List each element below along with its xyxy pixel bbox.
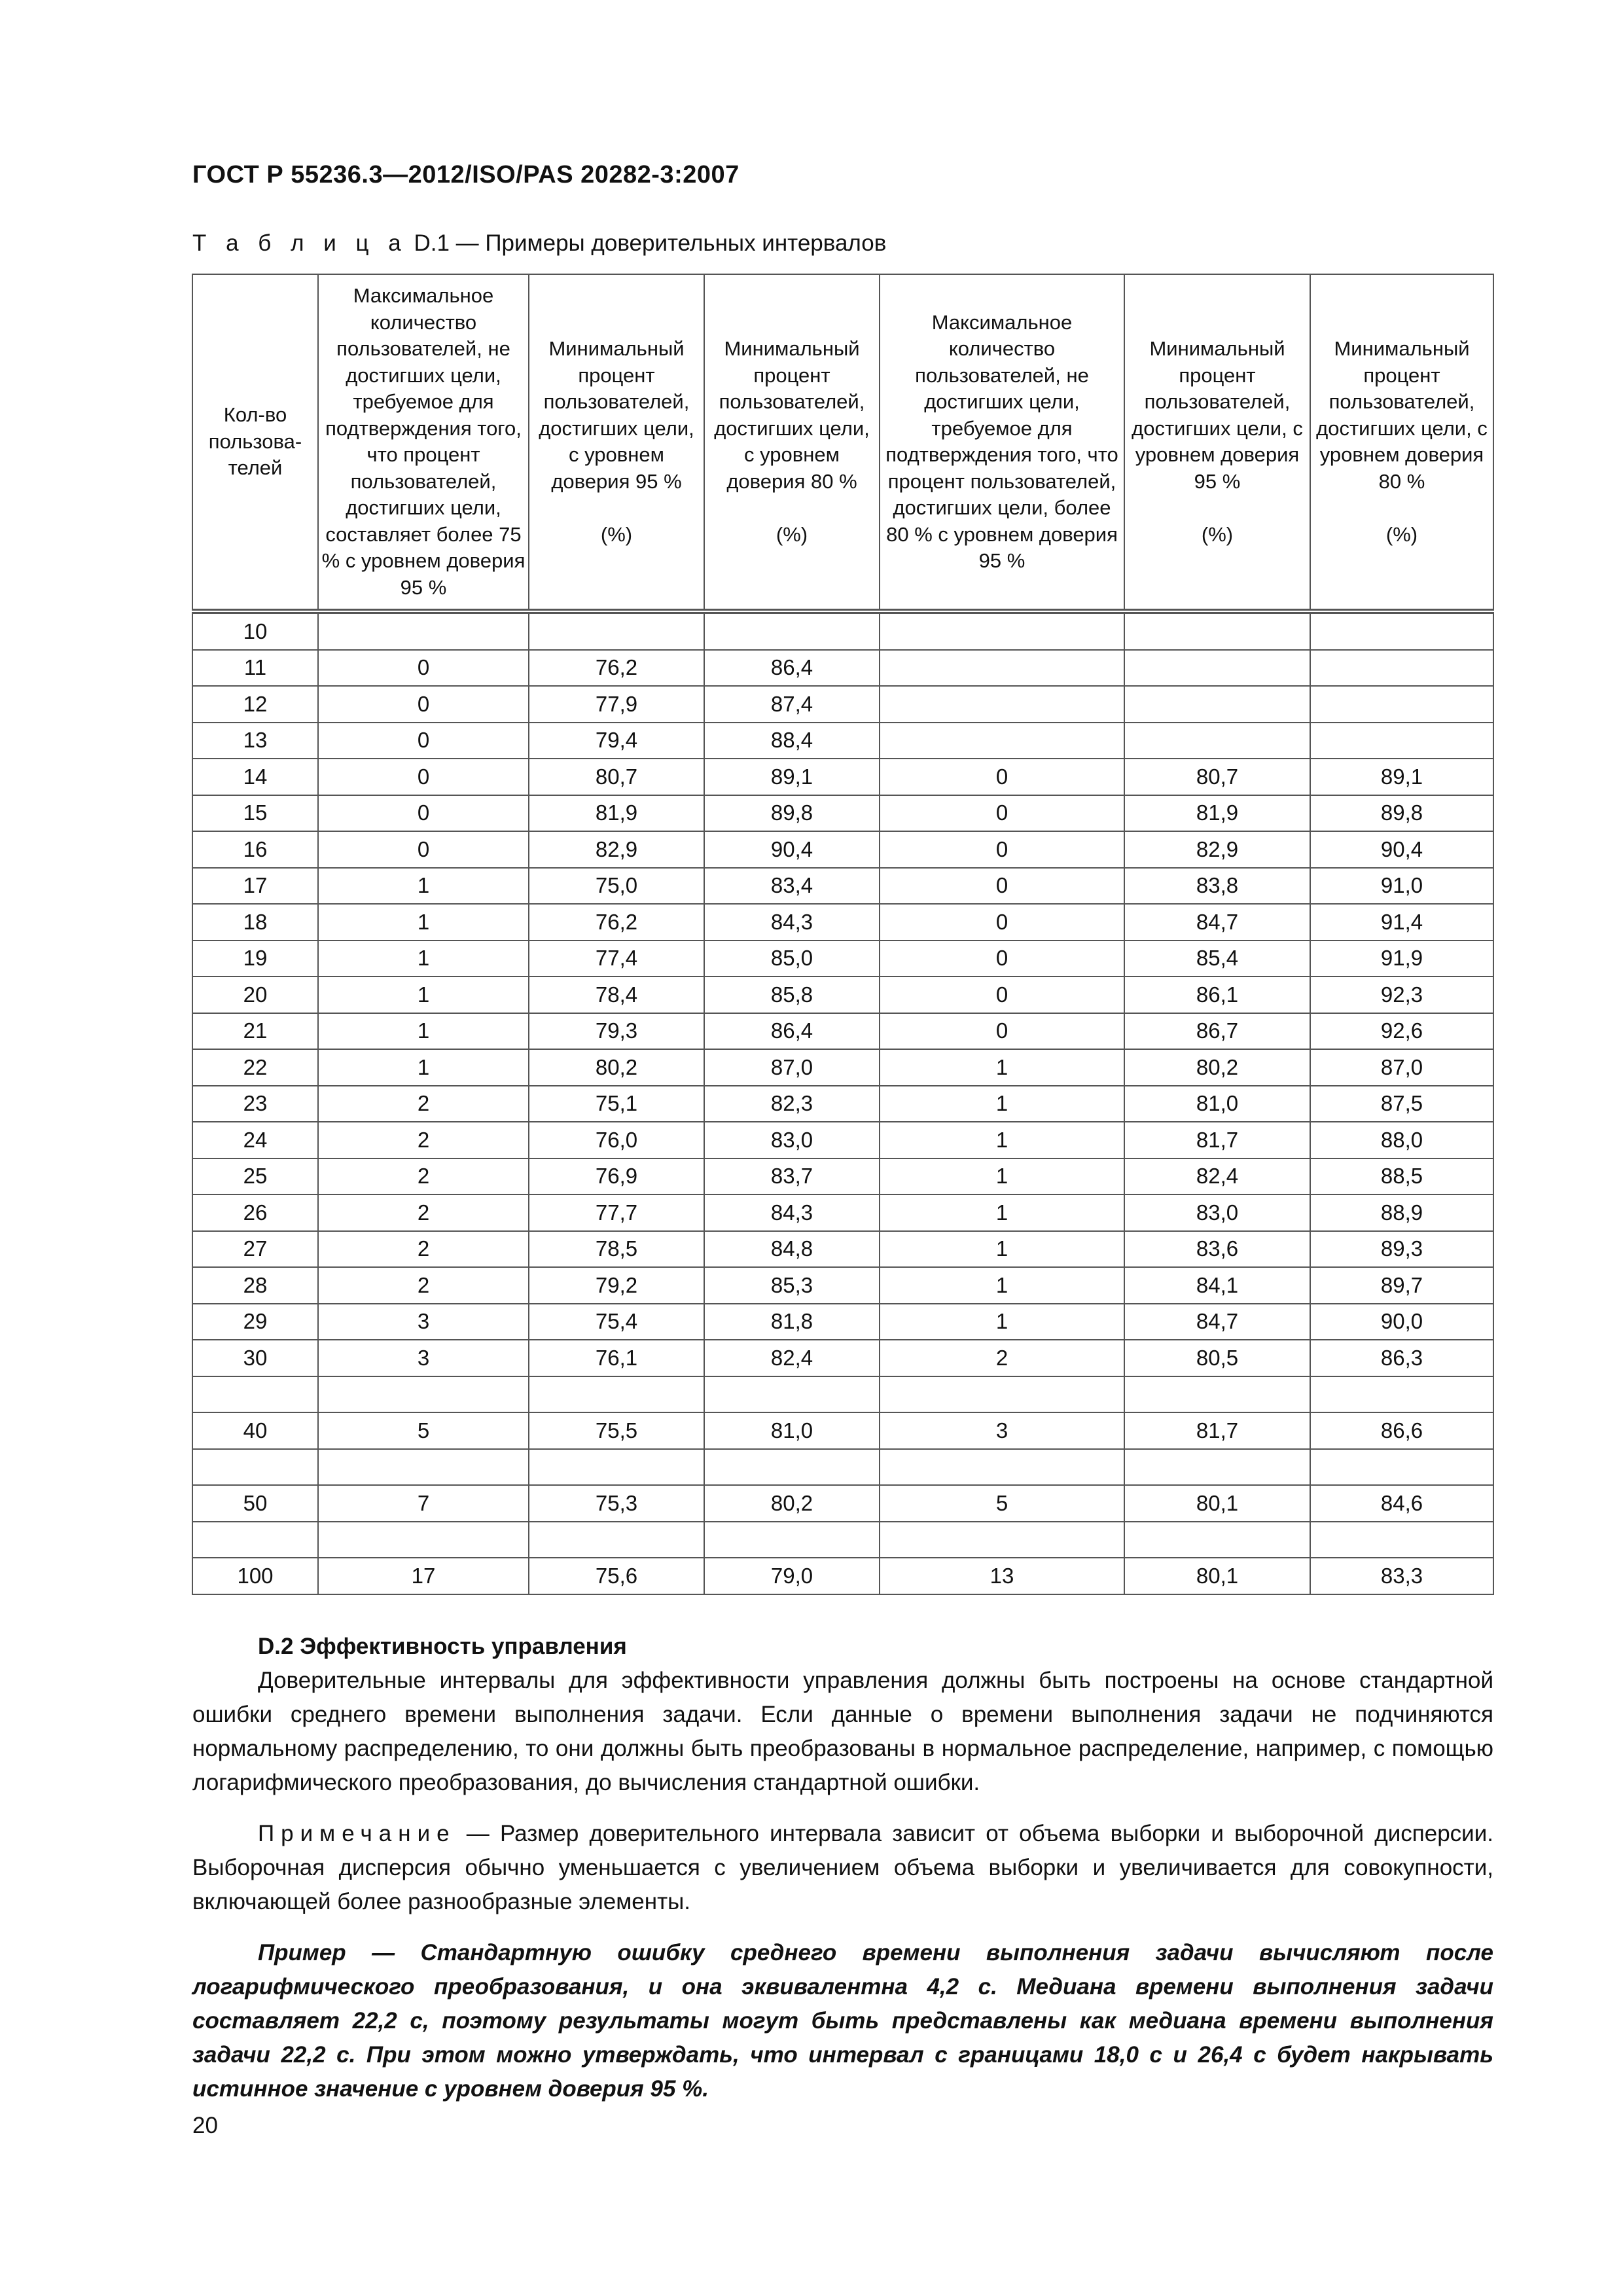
table-cell: 17 — [318, 1558, 529, 1594]
note-label: Примечание — [258, 1821, 456, 1846]
table-cell: 0 — [318, 650, 529, 687]
table-cell: 23 — [192, 1086, 318, 1122]
table-cell: 3 — [318, 1304, 529, 1340]
table-cell: 89,1 — [704, 759, 880, 795]
table-cell: 90,0 — [1310, 1304, 1493, 1340]
table-cell: 77,7 — [529, 1194, 704, 1231]
table-cell — [1310, 1376, 1493, 1413]
table-cell: 86,1 — [1124, 977, 1310, 1013]
table-cell: 86,4 — [704, 650, 880, 687]
table-cell — [880, 1449, 1124, 1486]
table-cell: 2 — [318, 1267, 529, 1304]
table-cell: 0 — [318, 686, 529, 723]
table-cell: 75,3 — [529, 1485, 704, 1522]
table-cell — [318, 1522, 529, 1558]
table-cell — [318, 1449, 529, 1486]
table-cell: 85,4 — [1124, 941, 1310, 977]
table-cell: 1 — [880, 1267, 1124, 1304]
table-header-row — [192, 274, 1493, 611]
table-cell: 1 — [880, 1049, 1124, 1086]
table-cell: 85,3 — [704, 1267, 880, 1304]
table-cell: 84,7 — [1124, 1304, 1310, 1340]
table-cell: 90,4 — [704, 831, 880, 868]
table-cell: 2 — [318, 1158, 529, 1195]
column-header: Минимальный процент пользователей, достигших цели, с уровнем доверия 80 % (%) — [704, 274, 880, 611]
table-cell: 75,0 — [529, 868, 704, 905]
table-cell: 16 — [192, 831, 318, 868]
table-cell: 13 — [880, 1558, 1124, 1594]
table-cell: 76,0 — [529, 1122, 704, 1158]
table-cell: 80,2 — [704, 1485, 880, 1522]
table-row — [192, 868, 1493, 905]
table-row — [192, 831, 1493, 868]
table-cell: 85,0 — [704, 941, 880, 977]
table-cell: 1 — [318, 977, 529, 1013]
table-cell — [529, 1522, 704, 1558]
table-caption-text: D.1 — Примеры доверительных интервалов — [414, 230, 887, 256]
table-cell: 1 — [880, 1158, 1124, 1195]
table-row — [192, 1412, 1493, 1449]
table-row — [192, 1376, 1493, 1413]
table-cell: 0 — [880, 868, 1124, 905]
table-cell: 0 — [318, 831, 529, 868]
table-cell: 75,6 — [529, 1558, 704, 1594]
table-cell: 2 — [318, 1231, 529, 1268]
table-cell: 86,4 — [704, 1013, 880, 1050]
table-cell — [880, 611, 1124, 650]
table-row — [192, 1049, 1493, 1086]
table-cell: 89,1 — [1310, 759, 1493, 795]
confidence-intervals-table — [192, 274, 1493, 1595]
table-cell — [192, 1376, 318, 1413]
table-cell: 1 — [318, 904, 529, 941]
table-cell: 82,4 — [704, 1340, 880, 1376]
table-cell: 78,4 — [529, 977, 704, 1013]
table-row — [192, 795, 1493, 832]
table-cell — [192, 1522, 318, 1558]
table-cell — [1124, 723, 1310, 759]
table-cell: 14 — [192, 759, 318, 795]
table-cell: 84,8 — [704, 1231, 880, 1268]
column-header: Минимальный процент пользователей, достигших цели, с уровнем доверия 80 % (%) — [1310, 274, 1493, 611]
table-cell: 80,2 — [529, 1049, 704, 1086]
table-cell: 40 — [192, 1412, 318, 1449]
table-cell: 89,8 — [704, 795, 880, 832]
table-row — [192, 1340, 1493, 1376]
table-cell — [529, 1449, 704, 1486]
table-cell: 2 — [318, 1086, 529, 1122]
table-cell: 88,5 — [1310, 1158, 1493, 1195]
table-cell — [529, 1376, 704, 1413]
table-cell — [192, 1449, 318, 1486]
table-row — [192, 1558, 1493, 1594]
column-header: Кол-во пользова-телей — [192, 274, 318, 611]
table-cell — [1124, 1449, 1310, 1486]
table-cell: 79,4 — [529, 723, 704, 759]
table-row — [192, 1304, 1493, 1340]
table-cell: 75,4 — [529, 1304, 704, 1340]
table-cell: 1 — [318, 1049, 529, 1086]
table-cell: 24 — [192, 1122, 318, 1158]
note-paragraph — [192, 1817, 1493, 1919]
section-paragraph: Доверительные интервалы для эффективности управления должны быть построены на основе стандартной ошибки среднего времени выполнения задачи. Если данные о времени выполнения задачи не подчиняются нормальному распределению, то они должны быть преобразованы в нормальное распределение, например, с помощью логарифмического преобразования, до вычисления стандартной ошибки. — [192, 1668, 1493, 1795]
column-header: Минимальный процент пользователей, достигших цели, с уровнем доверия 95 % (%) — [529, 274, 704, 611]
table-cell: 86,7 — [1124, 1013, 1310, 1050]
table-cell: 88,0 — [1310, 1122, 1493, 1158]
table-cell — [880, 1522, 1124, 1558]
table-cell — [1310, 650, 1493, 687]
table-cell: 92,3 — [1310, 977, 1493, 1013]
table-cell: 84,3 — [704, 904, 880, 941]
table-cell: 79,2 — [529, 1267, 704, 1304]
table-cell: 12 — [192, 686, 318, 723]
table-cell: 79,3 — [529, 1013, 704, 1050]
table-cell: 92,6 — [1310, 1013, 1493, 1050]
table-cell: 81,0 — [1124, 1086, 1310, 1122]
table-cell: 80,1 — [1124, 1485, 1310, 1522]
table-cell: 77,4 — [529, 941, 704, 977]
table-cell: 10 — [192, 611, 318, 650]
table-cell: 82,9 — [529, 831, 704, 868]
table-cell: 84,3 — [704, 1194, 880, 1231]
table-cell: 81,7 — [1124, 1122, 1310, 1158]
table-cell — [318, 611, 529, 650]
table-cell — [529, 611, 704, 650]
table-cell: 80,2 — [1124, 1049, 1310, 1086]
table-cell: 83,6 — [1124, 1231, 1310, 1268]
page-number: 20 — [192, 2113, 218, 2138]
table-caption — [192, 230, 886, 257]
table-row — [192, 1522, 1493, 1558]
table-cell: 79,0 — [704, 1558, 880, 1594]
table-cell: 75,5 — [529, 1412, 704, 1449]
table-cell: 0 — [880, 977, 1124, 1013]
table-cell: 82,3 — [704, 1086, 880, 1122]
table-cell: 91,0 — [1310, 868, 1493, 905]
table-cell: 88,4 — [704, 723, 880, 759]
table-cell: 25 — [192, 1158, 318, 1195]
section-d2 — [192, 1630, 1493, 2106]
table-cell: 28 — [192, 1267, 318, 1304]
table-cell: 0 — [880, 795, 1124, 832]
table-cell: 2 — [318, 1194, 529, 1231]
table-cell: 0 — [880, 759, 1124, 795]
column-header: Минимальный процент пользователей, достигших цели, с уровнем доверия 95 % (%) — [1124, 274, 1310, 611]
table-row — [192, 977, 1493, 1013]
table-cell: 83,3 — [1310, 1558, 1493, 1594]
table-cell: 91,9 — [1310, 941, 1493, 977]
table-caption-label: Т а б л и ц а — [192, 230, 408, 256]
table-cell: 84,7 — [1124, 904, 1310, 941]
column-header: Максимальное количество пользователей, не достигших цели, требуемое для подтверждения того, что процент пользователей, достигших цели, более 80 % с уровнем доверия 95 % — [880, 274, 1124, 611]
table-cell: 89,3 — [1310, 1231, 1493, 1268]
table-cell: 83,0 — [1124, 1194, 1310, 1231]
table-row — [192, 1122, 1493, 1158]
table-cell — [704, 1522, 880, 1558]
table-cell: 22 — [192, 1049, 318, 1086]
table-row — [192, 1449, 1493, 1486]
table-row — [192, 650, 1493, 687]
table-cell: 81,9 — [1124, 795, 1310, 832]
table-cell: 81,8 — [704, 1304, 880, 1340]
table-cell: 89,8 — [1310, 795, 1493, 832]
table-cell: 81,7 — [1124, 1412, 1310, 1449]
table-cell: 30 — [192, 1340, 318, 1376]
table-cell: 87,0 — [704, 1049, 880, 1086]
table-row — [192, 686, 1493, 723]
table-cell — [1124, 1376, 1310, 1413]
table-cell — [1124, 686, 1310, 723]
table-cell: 76,2 — [529, 904, 704, 941]
table-cell: 0 — [318, 759, 529, 795]
table-cell: 87,0 — [1310, 1049, 1493, 1086]
table-cell: 84,6 — [1310, 1485, 1493, 1522]
table-cell: 1 — [880, 1122, 1124, 1158]
table-body — [192, 611, 1493, 1594]
table-cell — [880, 650, 1124, 687]
table-cell: 5 — [318, 1412, 529, 1449]
table-cell: 80,7 — [529, 759, 704, 795]
table-cell: 7 — [318, 1485, 529, 1522]
table-cell: 0 — [880, 904, 1124, 941]
table-cell: 15 — [192, 795, 318, 832]
table-cell: 19 — [192, 941, 318, 977]
section-heading: D.2 Эффективность управления — [258, 1634, 627, 1659]
table-cell — [1310, 723, 1493, 759]
table-cell: 91,4 — [1310, 904, 1493, 941]
table-cell: 17 — [192, 868, 318, 905]
table-cell: 77,9 — [529, 686, 704, 723]
table-row — [192, 611, 1493, 650]
table-cell: 83,4 — [704, 868, 880, 905]
table-cell: 83,7 — [704, 1158, 880, 1195]
table-cell: 1 — [318, 868, 529, 905]
table-cell: 100 — [192, 1558, 318, 1594]
table-cell: 0 — [880, 831, 1124, 868]
table-cell: 2 — [318, 1122, 529, 1158]
table-cell: 5 — [880, 1485, 1124, 1522]
table-row — [192, 941, 1493, 977]
table-cell: 81,9 — [529, 795, 704, 832]
example-paragraph: Пример — Стандартную ошибку среднего времени выполнения задачи вычисляют после логарифмического преобразования, и она эквивалентна 4,2 с. Медиана времени выполнения задачи составляет 22,2 с, поэтому результаты могут быть представлены как медиана времени выполнения задачи 22,2 с. При этом можно утверждать, что интервал с границами 18,0 с и 26,4 с будет накрывать истинное значение с уровнем доверия 95 %. — [192, 1940, 1493, 2102]
table-cell: 83,8 — [1124, 868, 1310, 905]
table-cell — [1310, 1522, 1493, 1558]
table-cell — [704, 611, 880, 650]
table-cell: 21 — [192, 1013, 318, 1050]
table-cell: 82,4 — [1124, 1158, 1310, 1195]
table-cell: 13 — [192, 723, 318, 759]
table-row — [192, 1267, 1493, 1304]
table-cell: 83,0 — [704, 1122, 880, 1158]
table-cell: 76,1 — [529, 1340, 704, 1376]
table-row — [192, 1158, 1493, 1195]
table-cell — [1310, 686, 1493, 723]
table-cell: 81,0 — [704, 1412, 880, 1449]
table-cell: 1 — [318, 1013, 529, 1050]
table-cell: 90,4 — [1310, 831, 1493, 868]
table-cell: 50 — [192, 1485, 318, 1522]
table-cell: 80,7 — [1124, 759, 1310, 795]
document-header: ГОСТ Р 55236.3—2012/ISO/PAS 20282-3:2007 — [192, 161, 740, 188]
table-cell: 18 — [192, 904, 318, 941]
table-row — [192, 1194, 1493, 1231]
table-cell: 78,5 — [529, 1231, 704, 1268]
table-cell — [704, 1449, 880, 1486]
table-cell — [880, 1376, 1124, 1413]
table-cell — [1310, 611, 1493, 650]
table-cell: 76,9 — [529, 1158, 704, 1195]
table-cell: 86,3 — [1310, 1340, 1493, 1376]
table-cell: 88,9 — [1310, 1194, 1493, 1231]
table-cell: 0 — [880, 1013, 1124, 1050]
table-cell: 1 — [880, 1304, 1124, 1340]
table-row — [192, 1086, 1493, 1122]
column-header: Максимальное количество пользователей, не достигших цели, требуемое для подтверждения того, что процент пользователей, достигших цели, составляет более 75 % с уровнем доверия 95 % — [318, 274, 529, 611]
table-cell: 80,5 — [1124, 1340, 1310, 1376]
table-cell — [880, 686, 1124, 723]
table-cell: 75,1 — [529, 1086, 704, 1122]
table-cell: 1 — [880, 1086, 1124, 1122]
table-cell: 26 — [192, 1194, 318, 1231]
table-cell — [1310, 1449, 1493, 1486]
table-cell: 80,1 — [1124, 1558, 1310, 1594]
table-cell: 11 — [192, 650, 318, 687]
table-cell: 85,8 — [704, 977, 880, 1013]
table-row — [192, 904, 1493, 941]
table-cell: 3 — [880, 1412, 1124, 1449]
table-cell: 1 — [318, 941, 529, 977]
table-cell: 2 — [880, 1340, 1124, 1376]
table-cell: 87,4 — [704, 686, 880, 723]
table-cell: 87,5 — [1310, 1086, 1493, 1122]
table-row — [192, 759, 1493, 795]
table-cell — [318, 1376, 529, 1413]
table-cell: 84,1 — [1124, 1267, 1310, 1304]
table-cell: 0 — [318, 723, 529, 759]
table-cell: 86,6 — [1310, 1412, 1493, 1449]
table-cell — [1124, 1522, 1310, 1558]
table-cell: 1 — [880, 1231, 1124, 1268]
table-cell: 3 — [318, 1340, 529, 1376]
table-cell — [880, 723, 1124, 759]
table-cell: 0 — [318, 795, 529, 832]
table-cell: 20 — [192, 977, 318, 1013]
table-row — [192, 1231, 1493, 1268]
table-row — [192, 723, 1493, 759]
table-cell — [704, 1376, 880, 1413]
table-cell: 82,9 — [1124, 831, 1310, 868]
note-text: — Размер доверительного интервала зависит от объема выборки и выборочной дисперсии. Выборочная дисперсия обычно уменьшается с увеличением объема выборки и увеличивается для совокупности, включающей более разнообразные элементы. — [192, 1821, 1493, 1914]
table-cell: 27 — [192, 1231, 318, 1268]
table-row — [192, 1485, 1493, 1522]
table-row — [192, 1013, 1493, 1050]
table-cell — [1124, 611, 1310, 650]
table-cell: 29 — [192, 1304, 318, 1340]
table-cell: 1 — [880, 1194, 1124, 1231]
table-cell: 89,7 — [1310, 1267, 1493, 1304]
table-cell: 76,2 — [529, 650, 704, 687]
table-cell: 0 — [880, 941, 1124, 977]
table-cell — [1124, 650, 1310, 687]
